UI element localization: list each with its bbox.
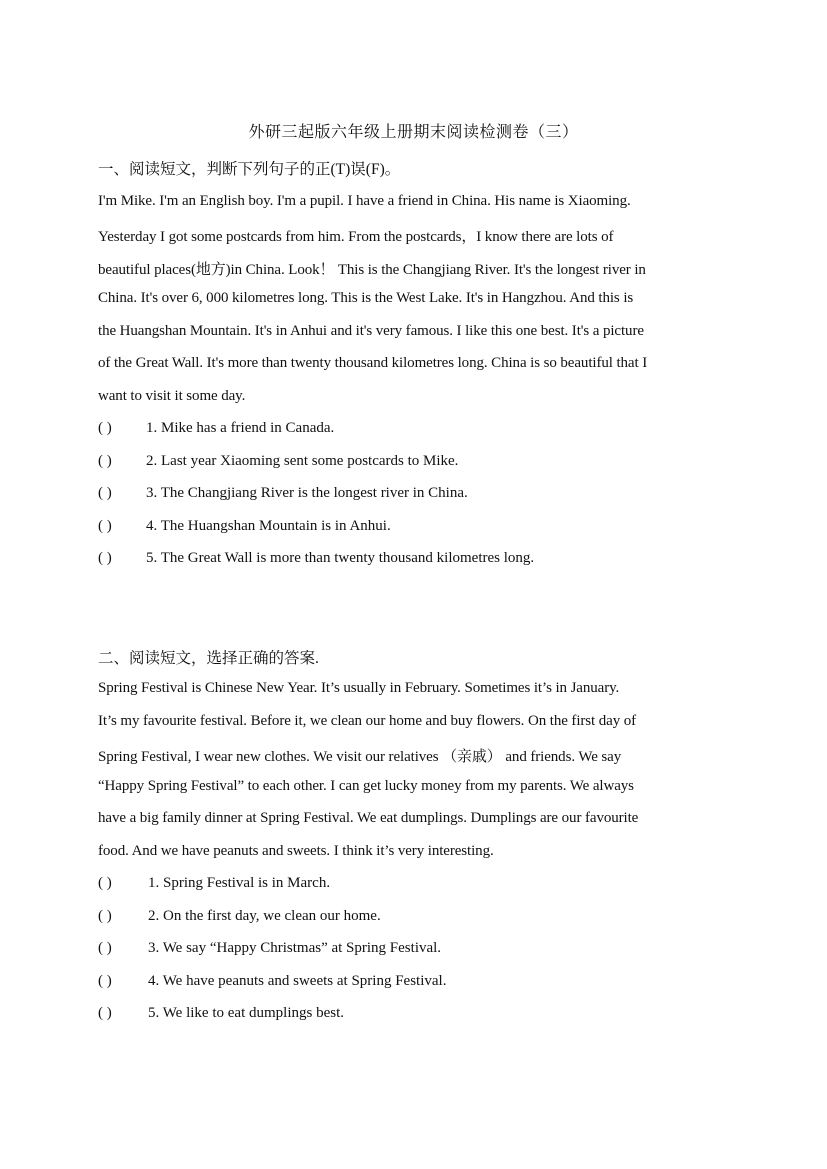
section2-passage-line: Spring Festival is Chinese New Year. It’s usually in February. Sometimes it’s in January. — [98, 680, 620, 696]
section1-question — [98, 420, 334, 437]
answer-blank[interactable]: ( ) — [98, 453, 112, 469]
question-text: 3. The Changjiang River is the longest river in China. — [146, 485, 468, 501]
section1-passage-line: China. It's over 6, 000 kilometres long. This is the West Lake. It's in Hangzhou. And this is — [98, 290, 634, 306]
question-text: 1. Spring Festival is in March. — [148, 875, 331, 891]
answer-blank[interactable]: ( ) — [98, 940, 112, 956]
answer-blank[interactable]: ( ) — [98, 485, 112, 501]
section1-passage-line: I'm Mike. I'm an English boy. I'm a pupil. I have a friend in China. His name is Xiaoming. — [98, 193, 631, 209]
question-text: 4. We have peanuts and sweets at Spring Festival. — [148, 973, 447, 989]
section1-heading: 一、阅读短文，判断下列句子的正(T)误(F)。 — [98, 161, 401, 178]
answer-blank[interactable]: ( ) — [98, 973, 112, 989]
section1-question — [98, 485, 468, 502]
answer-blank[interactable]: ( ) — [98, 875, 112, 891]
section2-passage-line: Spring Festival, I wear new clothes. We visit our relatives （亲戚） and friends. We say — [98, 749, 622, 765]
section2-passage-line: food. And we have peanuts and sweets. I think it’s very interesting. — [98, 843, 494, 859]
answer-blank[interactable]: ( ) — [98, 420, 112, 436]
section1-passage-line: the Huangshan Mountain. It's in Anhui and it's very famous. I like this one best. It's a picture — [98, 323, 644, 339]
question-text: 3. We say “Happy Christmas” at Spring Festival. — [148, 940, 442, 956]
question-text: 2. Last year Xiaoming sent some postcards to Mike. — [146, 453, 459, 469]
section2-question — [98, 1005, 344, 1022]
section2-passage-line: “Happy Spring Festival” to each other. I can get lucky money from my parents. We always — [98, 778, 634, 794]
answer-blank[interactable]: ( ) — [98, 1005, 112, 1021]
section1-question — [98, 518, 391, 535]
answer-blank[interactable]: ( ) — [98, 908, 112, 924]
section1-passage-line: Yesterday I got some postcards from him. From the postcards，I know there are lots of — [98, 229, 614, 245]
question-text: 5. The Great Wall is more than twenty thousand kilometres long. — [146, 550, 535, 566]
section2-question — [98, 875, 330, 892]
section2-question — [98, 973, 446, 990]
section2-passage-line: have a big family dinner at Spring Festival. We eat dumplings. Dumplings are our favourite — [98, 810, 639, 826]
question-text: 4. The Huangshan Mountain is in Anhui. — [146, 518, 391, 534]
answer-blank[interactable]: ( ) — [98, 518, 112, 534]
section2-question — [98, 940, 441, 957]
section2-heading: 二、阅读短文，选择正确的答案. — [98, 650, 319, 667]
section1-question — [98, 453, 458, 470]
section1-passage-line: of the Great Wall. It's more than twenty thousand kilometres long. China is so beautiful that I — [98, 355, 648, 371]
section1-passage-line: beautiful places(地方)in China. Look！ This is the Changjiang River. It's the longest river in — [98, 262, 646, 278]
section1-question — [98, 550, 534, 567]
answer-blank[interactable]: ( ) — [98, 550, 112, 566]
section2-question — [98, 908, 381, 925]
question-text: 5. We like to eat dumplings best. — [148, 1005, 344, 1021]
section1-passage-line: want to visit it some day. — [98, 388, 246, 404]
section2-passage-line: It’s my favourite festival. Before it, we clean our home and buy flowers. On the first day of — [98, 713, 637, 729]
question-text: 1. Mike has a friend in Canada. — [146, 420, 335, 436]
page-title: 外研三起版六年级上册期末阅读检测卷（三） — [248, 124, 579, 141]
question-text: 2. On the first day, we clean our home. — [148, 908, 381, 924]
